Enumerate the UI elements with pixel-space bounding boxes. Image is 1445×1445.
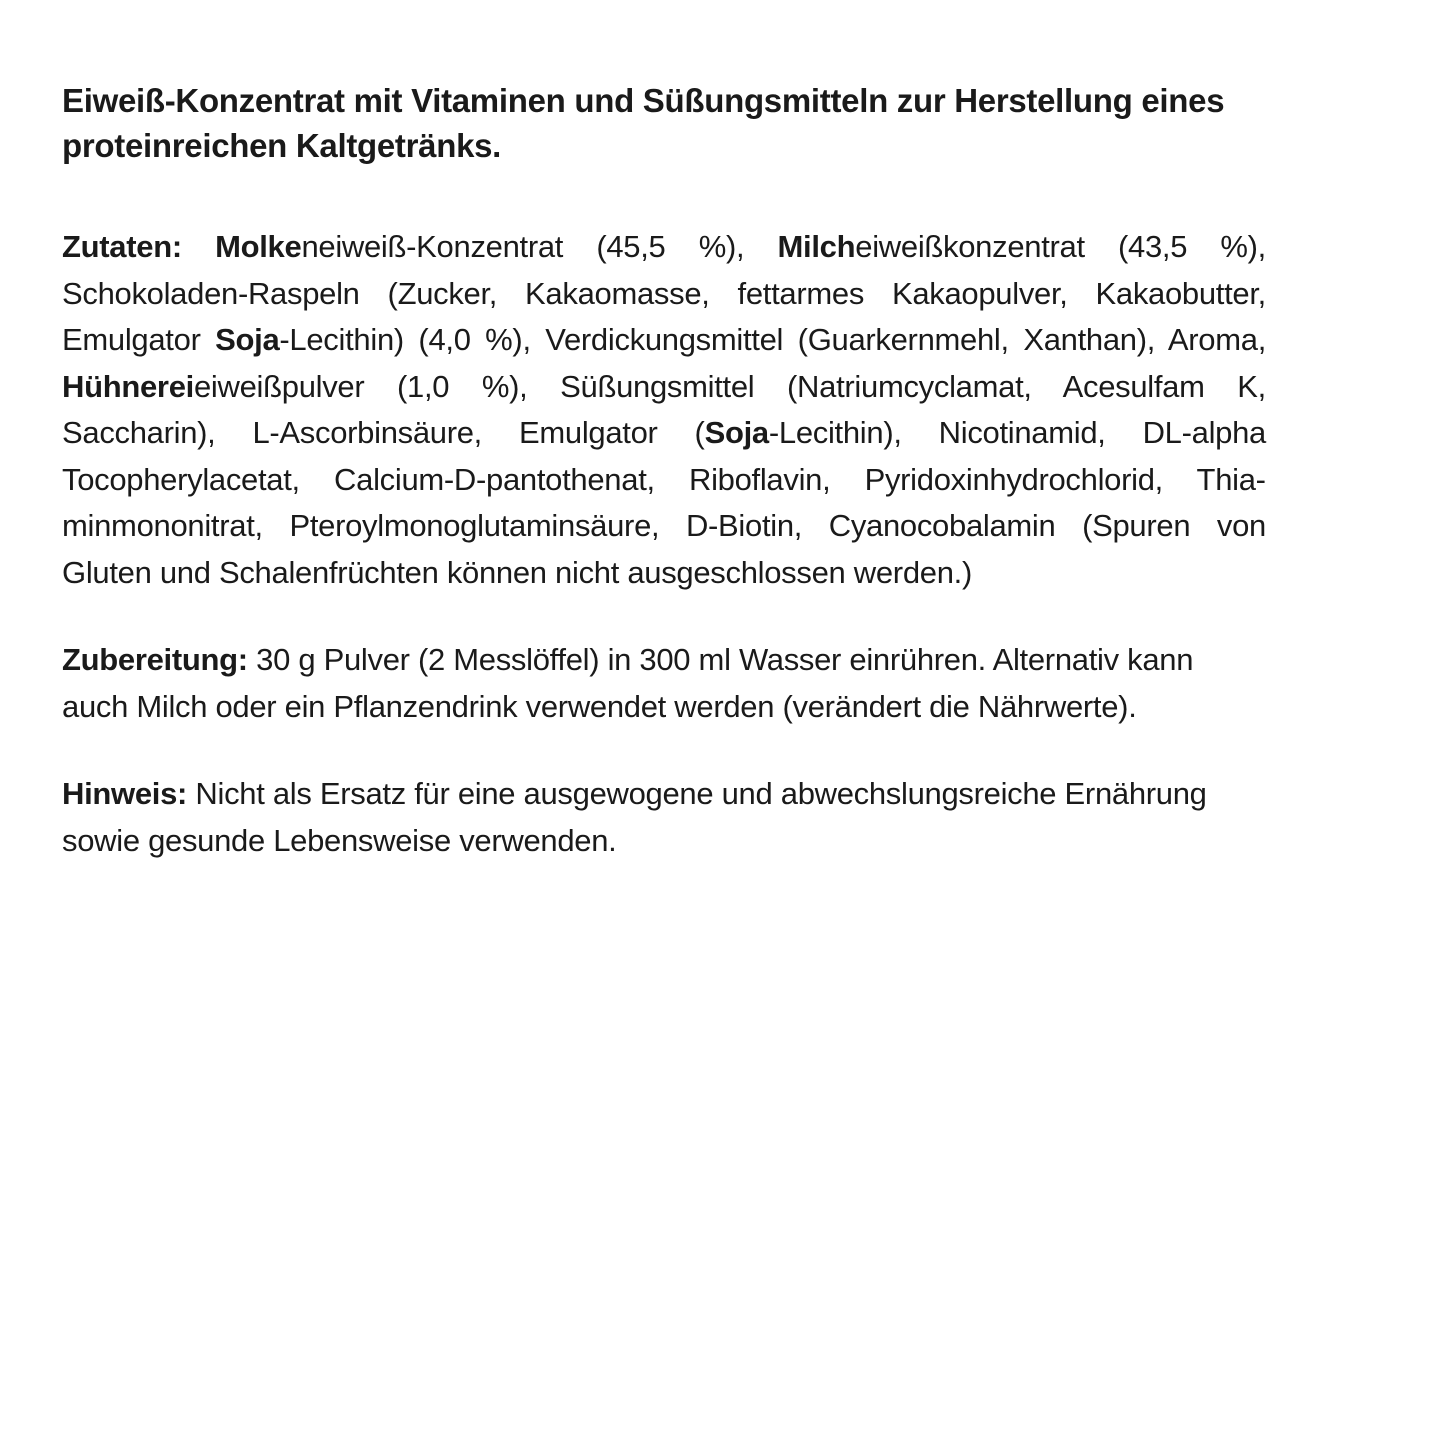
preparation-label: Zubereitung: bbox=[62, 642, 248, 677]
label-document bbox=[62, 78, 1266, 905]
ingredient-text: eiweißpulver (1,0 %), Süßungsmittel (Natriumcyclamat, Acesulfam K, Saccharin), L-Ascorbinsäure, Emulgator ( bbox=[62, 368, 1266, 450]
ingredient-text: -Lecithin) (4,0 %), Verdickungsmittel (Guarkernmehl, Xanthan), Aroma, bbox=[279, 322, 1267, 357]
ingredient-allergen: Hühnerei bbox=[62, 368, 194, 404]
ingredients-label: Zutaten: bbox=[62, 229, 182, 264]
ingredients-section bbox=[62, 224, 1266, 596]
note-section bbox=[62, 771, 1266, 864]
ingredient-allergen: Molke bbox=[215, 229, 302, 264]
note-text: Nicht als Ersatz für eine ausgewogene und abwechslungsreiche Ernährung sowie gesunde Lebensweise verwenden. bbox=[62, 776, 1207, 858]
ingredient-allergen: Soja bbox=[215, 322, 280, 357]
ingredient-text: neiweiß-Konzentrat (45,5 %), bbox=[301, 229, 778, 264]
preparation-text: 30 g Pulver (2 Messlöffel) in 300 ml Wasser einrühren. Alternativ kann auch Milch oder ein Pflanzendrink verwendet werden (verändert die Nährwerte). bbox=[62, 642, 1194, 724]
note-label: Hinweis: bbox=[62, 776, 188, 811]
ingredient-allergen: Soja bbox=[704, 415, 769, 450]
product-headline: Eiweiß-Konzentrat mit Vitaminen und Süßungsmitteln zur Herstellung eines proteinreichen Kaltgetränks. bbox=[62, 82, 1225, 164]
ingredient-text: -Lecithin), Nicotinamid, DL-alpha Tocopherylacetat, Calcium-D-pantothenat, Riboflavin, Pyridoxinhydrochlorid, Thiaminmononitrat, Pteroylmonoglutaminsäure, D-Biotin, Cyanocobalamin (Spuren von Gluten und Schalenfrüchten können nicht ausgeschlossen werden.) bbox=[62, 415, 1266, 590]
ingredient-allergen: Milch bbox=[777, 229, 856, 264]
ingredient-text: eiweißkonzentrat (43,5 %), Schokoladen-Raspeln (Zucker, Kakaomasse, fettarmes Kakaopulver, Kakaobutter, Emulgator bbox=[62, 229, 1266, 357]
preparation-section bbox=[62, 637, 1266, 730]
